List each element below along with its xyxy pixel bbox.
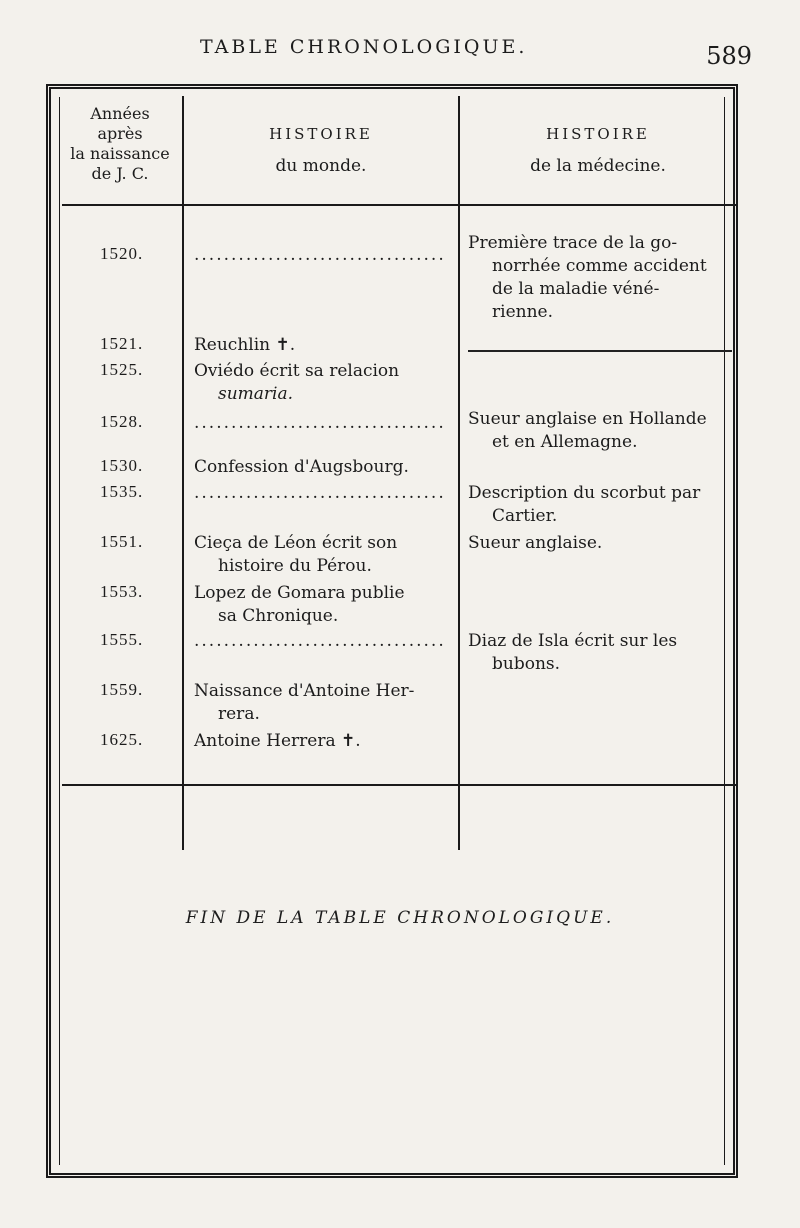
- row-year: 1625.: [100, 730, 144, 749]
- row-world-event: [194, 360, 456, 406]
- medicine-header-subtitle: de la médecine.: [530, 156, 666, 176]
- row-year: 1530.: [100, 456, 144, 475]
- medicine-line: de la maladie véné-: [492, 279, 660, 299]
- medicine-line: bubons.: [492, 654, 561, 674]
- world-header-title: HISTOIRE: [269, 125, 373, 143]
- medicine-header-title: HISTOIRE: [546, 125, 650, 143]
- medicine-line: norrhée comme accident: [492, 256, 707, 276]
- world-line: histoire du Pérou.: [218, 556, 372, 576]
- row-year: 1521.: [100, 334, 144, 353]
- row-year: 1528.: [100, 412, 144, 431]
- end-of-table-note: FIN DE LA TABLE CHRONOLOGIQUE.: [185, 908, 615, 928]
- row-world-event: ..................................: [194, 631, 446, 651]
- row-world-event: [194, 680, 456, 726]
- years-column-header: [58, 104, 182, 184]
- row-year: 1559.: [100, 680, 144, 699]
- column-rule-years: [182, 96, 184, 850]
- world-line: Naissance d'Antoine Her-: [194, 681, 415, 701]
- medicine-entry-rule: [468, 350, 732, 352]
- medicine-line: Description du scorbut par: [468, 483, 701, 503]
- page-number: 589: [706, 42, 752, 70]
- running-title: TABLE CHRONOLOGIQUE.: [200, 36, 528, 58]
- row-world-event: ..................................: [194, 245, 446, 265]
- row-medicine-event: [468, 532, 730, 555]
- row-world-event: Confession d'Augsbourg.: [194, 457, 409, 477]
- row-year: 1535.: [100, 482, 144, 501]
- world-line: Lopez de Gomara publie: [194, 583, 405, 603]
- row-world-event: [194, 582, 456, 628]
- world-line: sumaria.: [218, 384, 294, 404]
- medicine-line: Sueur anglaise en Hollande: [468, 409, 707, 429]
- row-world-event: Antoine Herrera ✝.: [194, 731, 361, 751]
- world-history-column-header: [184, 118, 458, 182]
- row-year: 1553.: [100, 582, 144, 601]
- medicine-line: rienne.: [492, 302, 553, 322]
- world-line: sa Chronique.: [218, 606, 339, 626]
- table-bottom-rule: [62, 784, 738, 786]
- column-rule-world: [458, 96, 460, 850]
- header-rule: [62, 204, 738, 206]
- years-header-line: de J. C.: [91, 164, 149, 183]
- medicine-line: Cartier.: [492, 506, 558, 526]
- medicine-line: et en Allemagne.: [492, 432, 638, 452]
- medicine-history-column-header: [460, 118, 736, 182]
- world-line: Cieça de Léon écrit son: [194, 533, 398, 553]
- years-header-line: Années: [90, 104, 150, 123]
- row-medicine-event: [468, 482, 730, 528]
- years-header-line: la naissance: [70, 144, 170, 163]
- row-year: 1551.: [100, 532, 144, 551]
- row-year: 1555.: [100, 630, 144, 649]
- medicine-line: Sueur anglaise.: [468, 533, 603, 553]
- world-line: Oviédo écrit sa relacion: [194, 361, 400, 381]
- row-world-event: Reuchlin ✝.: [194, 335, 296, 355]
- row-year: 1525.: [100, 360, 144, 379]
- row-world-event: [194, 532, 456, 578]
- years-header-line: après: [97, 124, 143, 143]
- medicine-line: Diaz de Isla écrit sur les: [468, 631, 678, 651]
- row-world-event: ..................................: [194, 483, 446, 503]
- medicine-line: Première trace de la go-: [468, 233, 678, 253]
- row-medicine-event: [468, 232, 730, 324]
- world-header-subtitle: du monde.: [275, 156, 367, 176]
- row-medicine-event: [468, 408, 730, 454]
- world-line: rera.: [218, 704, 260, 724]
- row-medicine-event: [468, 630, 730, 676]
- row-year: 1520.: [100, 244, 144, 263]
- row-world-event: ..................................: [194, 413, 446, 433]
